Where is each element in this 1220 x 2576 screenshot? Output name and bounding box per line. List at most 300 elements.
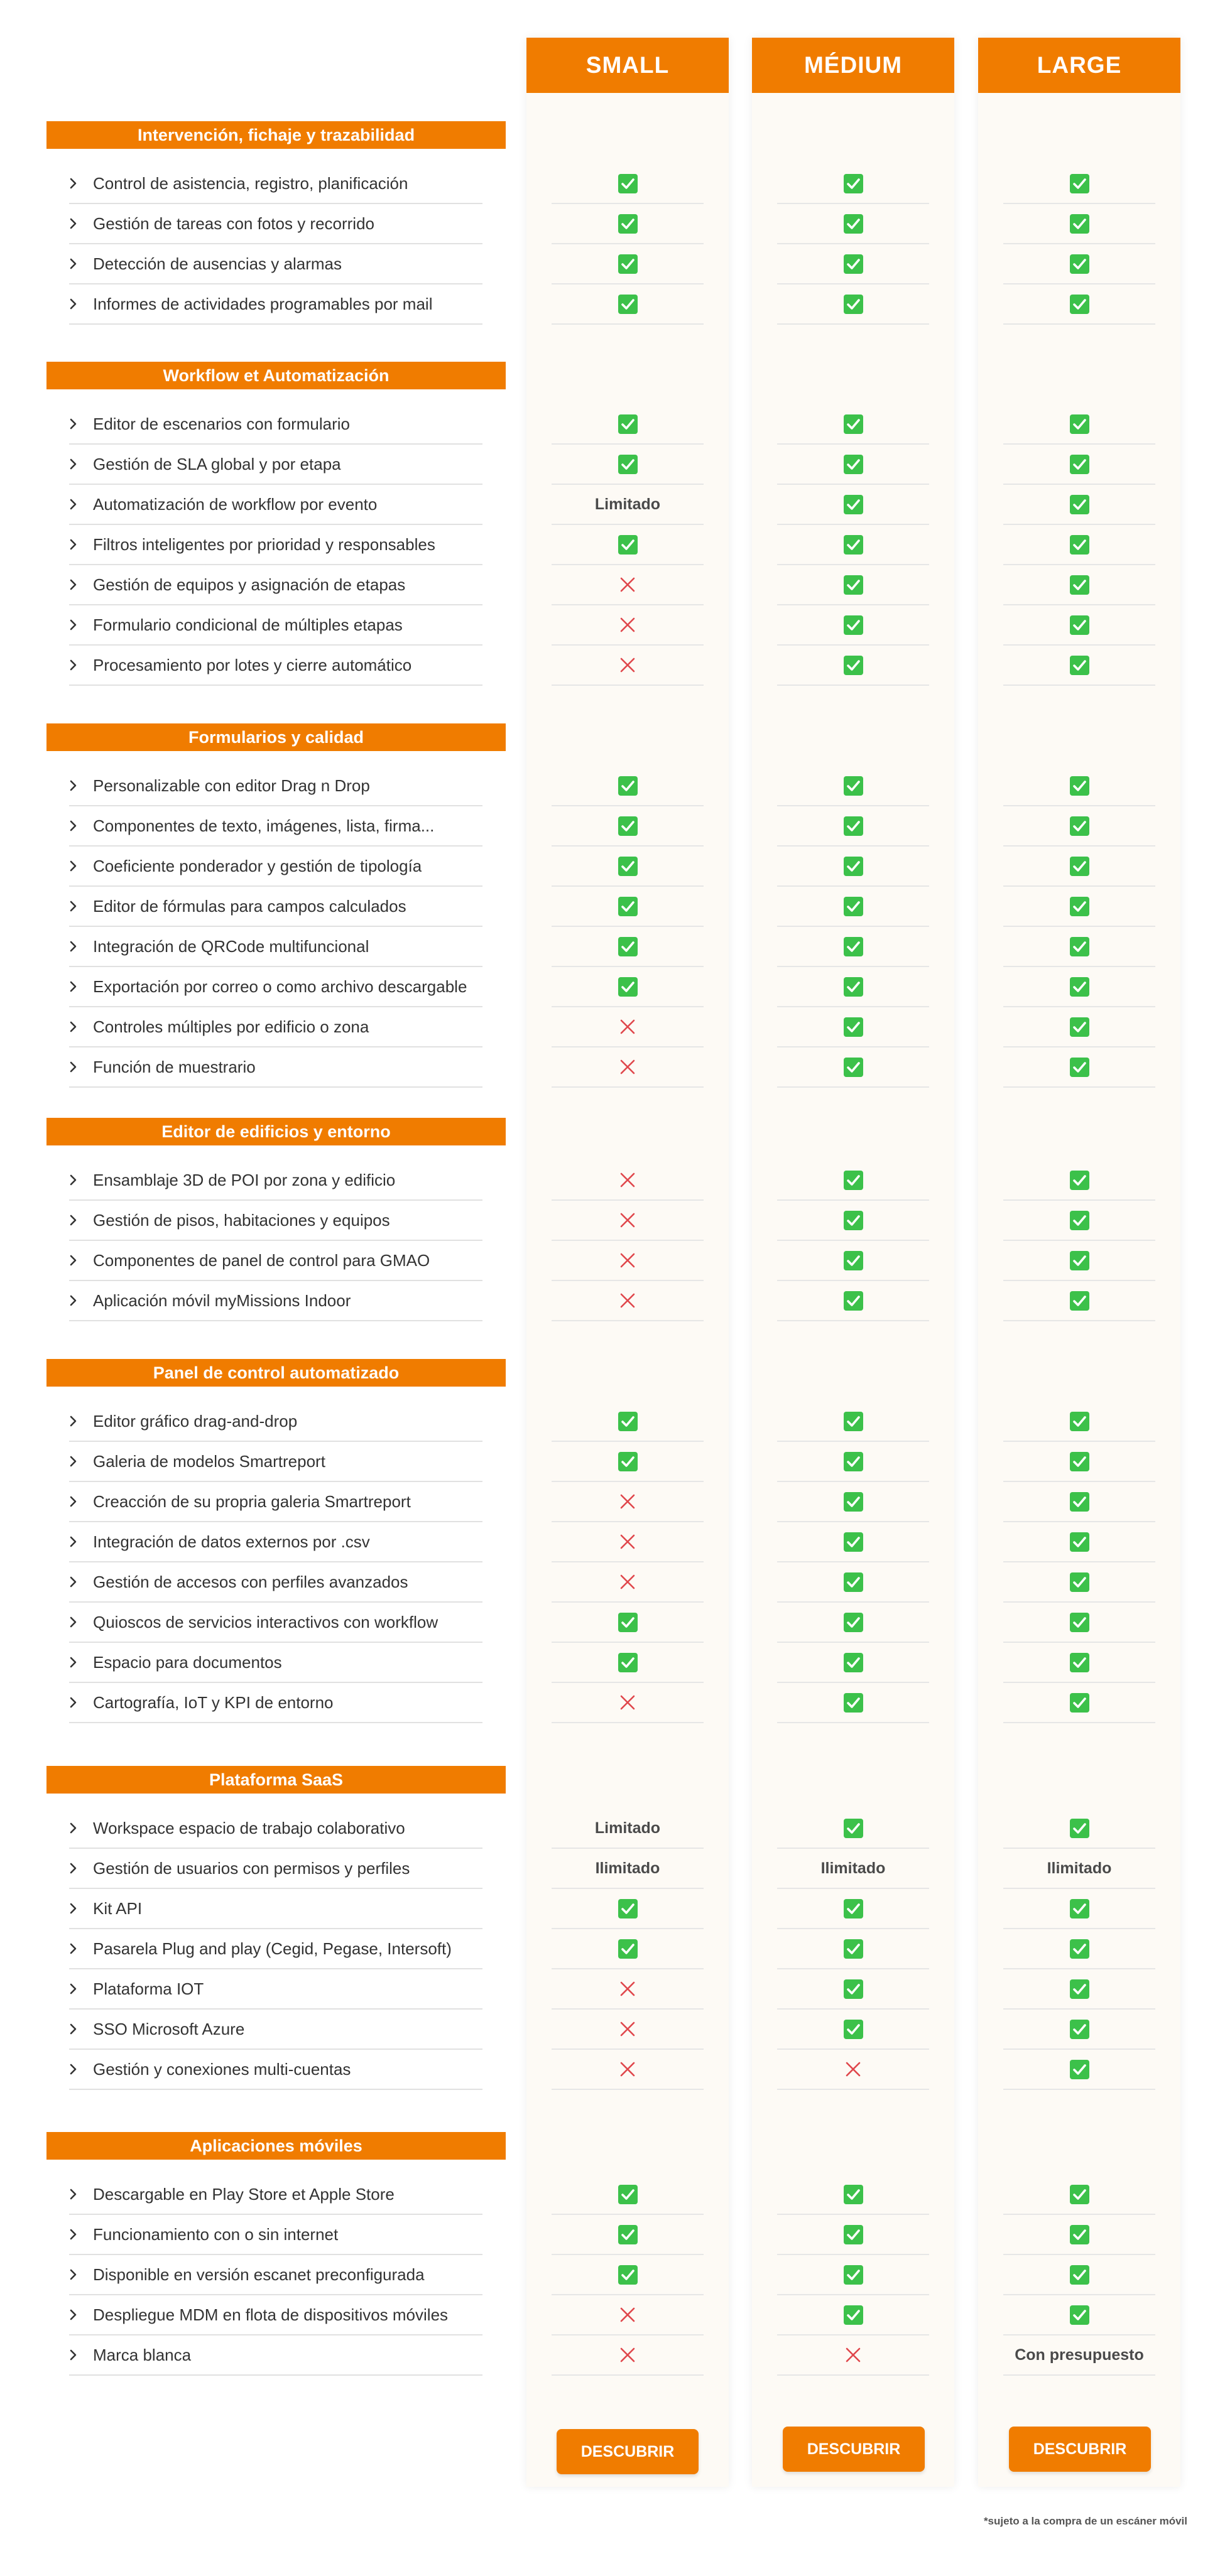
section-title-panel-de-control-automatizado: Panel de control automatizado	[46, 1359, 506, 1387]
chevron-right-icon	[69, 1902, 93, 1915]
feature-label: Galeria de modelos Smartreport	[93, 1451, 325, 1471]
feature-row[interactable]	[69, 1281, 482, 1321]
descubrir-button-small[interactable]: DESCUBRIR	[557, 2429, 699, 2474]
feature-label: Función de muestrario	[93, 1057, 256, 1076]
check-icon	[844, 1819, 863, 1838]
plan-cell-medium	[777, 847, 929, 887]
cross-icon	[619, 2061, 636, 2077]
chevron-right-icon	[69, 1294, 93, 1307]
check-icon	[844, 1572, 863, 1592]
check-icon	[844, 254, 863, 274]
feature-row[interactable]	[69, 565, 482, 605]
feature-row[interactable]	[69, 1201, 482, 1241]
feature-row[interactable]	[69, 806, 482, 847]
plan-cell-small	[552, 284, 704, 325]
plan-cell-large	[1003, 485, 1155, 525]
check-icon	[844, 1693, 863, 1713]
feature-label: Funcionamiento con o sin internet	[93, 2224, 339, 2244]
plan-cell-medium	[777, 1482, 929, 1522]
plan-cell-value: Con presupuesto	[1015, 2346, 1144, 2364]
feature-row[interactable]	[69, 2010, 482, 2050]
plan-cell-large	[1003, 806, 1155, 847]
feature-row[interactable]	[69, 605, 482, 646]
plan-cell-value: Ilimitado	[820, 1859, 886, 1877]
plan-cell-medium	[777, 2255, 929, 2295]
feature-row[interactable]	[69, 766, 482, 806]
check-icon	[1070, 455, 1089, 474]
plan-cell-small	[552, 646, 704, 686]
chevron-right-icon	[69, 1862, 93, 1875]
plan-cell-large	[1003, 1889, 1155, 1929]
plan-cell-medium	[777, 164, 929, 204]
check-icon	[618, 174, 638, 193]
plan-header-medium: MÉDIUM	[752, 38, 954, 93]
plan-cell-medium	[777, 1562, 929, 1603]
check-icon	[1070, 2185, 1089, 2204]
feature-row[interactable]	[69, 1929, 482, 1969]
check-icon	[1070, 1251, 1089, 1270]
check-icon	[618, 295, 638, 314]
chevron-right-icon	[69, 1455, 93, 1468]
plan-cell-large	[1003, 605, 1155, 646]
plan-cell-small	[552, 404, 704, 445]
plan-cell-small	[552, 2050, 704, 2090]
chevron-right-icon	[69, 2268, 93, 2281]
check-icon	[844, 414, 863, 434]
feature-row[interactable]	[69, 1007, 482, 1047]
check-icon	[844, 1939, 863, 1959]
descubrir-button-large[interactable]: DESCUBRIR	[1009, 2427, 1151, 2472]
check-icon	[1070, 174, 1089, 193]
check-icon	[844, 2225, 863, 2244]
plan-cell-large	[1003, 1929, 1155, 1969]
check-icon	[844, 1058, 863, 1077]
plan-cell-medium	[777, 445, 929, 485]
plan-cell-small	[552, 1281, 704, 1321]
plan-cell-large	[1003, 1442, 1155, 1482]
section-title-formularios-y-calidad: Formularios y calidad	[46, 723, 506, 751]
check-icon	[844, 1452, 863, 1471]
feature-label: Integración de datos externos por .csv	[93, 1532, 370, 1551]
plan-cell-small	[552, 1482, 704, 1522]
cross-icon	[619, 1981, 636, 1997]
feature-row[interactable]	[69, 646, 482, 686]
feature-row[interactable]	[69, 2215, 482, 2255]
check-icon	[618, 455, 638, 474]
chevron-right-icon	[69, 177, 93, 190]
chevron-right-icon	[69, 1656, 93, 1669]
cross-icon	[619, 657, 636, 673]
plan-cell-small	[552, 766, 704, 806]
feature-row[interactable]	[69, 2050, 482, 2090]
check-icon	[844, 776, 863, 796]
feature-row[interactable]	[69, 1969, 482, 2010]
plan-cell-medium	[777, 1643, 929, 1683]
feature-row[interactable]	[69, 1241, 482, 1281]
feature-label: Editor de fórmulas para campos calculados	[93, 896, 406, 916]
plan-cell-small	[552, 1889, 704, 1929]
check-icon	[844, 615, 863, 635]
plan-cell-large	[1003, 1047, 1155, 1088]
feature-row[interactable]	[69, 1562, 482, 1603]
check-icon	[618, 776, 638, 796]
plan-cell-small	[552, 2255, 704, 2295]
plan-cell-value: Limitado	[594, 1819, 661, 1837]
feature-label: Automatización de workflow por evento	[93, 494, 378, 514]
plan-cell-small	[552, 565, 704, 605]
plan-cell-small	[552, 887, 704, 927]
feature-row[interactable]	[69, 1889, 482, 1929]
section-title-intervencion-fichaje-y-trazabilidad: Intervención, fichaje y trazabilidad	[46, 121, 506, 149]
check-icon	[1070, 897, 1089, 916]
feature-label: Integración de QRCode multifuncional	[93, 936, 369, 956]
cross-icon	[619, 1019, 636, 1035]
check-icon	[1070, 1058, 1089, 1077]
check-icon	[618, 816, 638, 836]
chevron-right-icon	[69, 2023, 93, 2035]
check-icon	[844, 857, 863, 876]
feature-row[interactable]	[69, 244, 482, 284]
section-title-workflow-et-automatizacion: Workflow et Automatización	[46, 362, 506, 389]
check-icon	[844, 656, 863, 675]
cross-icon	[619, 2307, 636, 2323]
feature-label: Informes de actividades programables por mail	[93, 294, 433, 313]
plan-cell-medium	[777, 1161, 929, 1201]
check-icon	[844, 174, 863, 193]
check-icon	[844, 1613, 863, 1632]
plan-cell-small	[552, 1929, 704, 1969]
check-icon	[844, 495, 863, 514]
chevron-right-icon	[69, 498, 93, 511]
cross-icon	[619, 2347, 636, 2363]
feature-label: Marca blanca	[93, 2345, 192, 2364]
check-icon	[844, 1171, 863, 1190]
check-icon	[1070, 1291, 1089, 1311]
chevron-right-icon	[69, 538, 93, 551]
chevron-right-icon	[69, 860, 93, 872]
chevron-right-icon	[69, 1415, 93, 1427]
feature-row[interactable]	[69, 164, 482, 204]
plan-cell-large	[1003, 1281, 1155, 1321]
plan-cell-medium	[777, 1201, 929, 1241]
plan-cell-medium	[777, 806, 929, 847]
feature-label: Aplicación móvil myMissions Indoor	[93, 1291, 351, 1310]
feature-label: Kit API	[93, 1898, 143, 1918]
feature-row[interactable]	[69, 2295, 482, 2335]
plan-cell-medium	[777, 927, 929, 967]
descubrir-button-medium[interactable]: DESCUBRIR	[783, 2427, 925, 2472]
chevron-right-icon	[69, 1535, 93, 1548]
feature-label: Exportación por correo o como archivo descargable	[93, 977, 467, 996]
chevron-right-icon	[69, 1214, 93, 1226]
chevron-right-icon	[69, 1061, 93, 1073]
chevron-right-icon	[69, 1254, 93, 1267]
plan-cell-medium	[777, 2215, 929, 2255]
chevron-right-icon	[69, 1495, 93, 1508]
plan-cell-large	[1003, 2175, 1155, 2215]
check-icon	[1070, 414, 1089, 434]
feature-row[interactable]	[69, 2175, 482, 2215]
plan-cell-medium	[777, 284, 929, 325]
plan-cell-large	[1003, 164, 1155, 204]
check-icon	[1070, 2265, 1089, 2285]
feature-label: Gestión de SLA global y por etapa	[93, 454, 341, 474]
plan-cell-small	[552, 927, 704, 967]
plan-cell-large	[1003, 565, 1155, 605]
check-icon	[1070, 1979, 1089, 1999]
plan-cell-small	[552, 1969, 704, 2010]
plan-cell-small	[552, 2175, 704, 2215]
check-icon	[618, 1653, 638, 1672]
feature-row[interactable]	[69, 1849, 482, 1889]
cross-icon	[619, 1534, 636, 1550]
plan-cell-small	[552, 1643, 704, 1683]
cross-icon	[619, 1059, 636, 1075]
feature-label: Filtros inteligentes por prioridad y responsables	[93, 534, 435, 554]
feature-row[interactable]	[69, 404, 482, 445]
check-icon	[618, 254, 638, 274]
check-icon	[1070, 937, 1089, 956]
chevron-right-icon	[69, 1942, 93, 1955]
feature-row[interactable]	[69, 1402, 482, 1442]
plan-cell-large	[1003, 1241, 1155, 1281]
feature-label: Pasarela Plug and play (Cegid, Pegase, Intersoft)	[93, 1939, 452, 1958]
chevron-right-icon	[69, 1696, 93, 1709]
feature-row[interactable]	[69, 525, 482, 565]
cross-icon	[845, 2347, 861, 2363]
check-icon	[844, 2305, 863, 2325]
feature-label: Componentes de panel de control para GMAO	[93, 1250, 430, 1270]
check-icon	[618, 2185, 638, 2204]
plan-cell-large	[1003, 1562, 1155, 1603]
section-title-aplicaciones-moviles: Aplicaciones móviles	[46, 2132, 506, 2160]
plan-cell-large	[1003, 1603, 1155, 1643]
plan-cell-small	[552, 847, 704, 887]
plan-cell-medium	[777, 2175, 929, 2215]
feature-label: Descargable en Play Store et Apple Store	[93, 2184, 395, 2204]
check-icon	[1070, 615, 1089, 635]
plan-cell-large	[1003, 2335, 1155, 2376]
check-icon	[844, 1211, 863, 1230]
plan-cell-medium	[777, 1007, 929, 1047]
feature-label: Gestión y conexiones multi-cuentas	[93, 2059, 351, 2079]
feature-label: Gestión de pisos, habitaciones y equipos	[93, 1210, 390, 1230]
feature-label: Editor de escenarios con formulario	[93, 414, 350, 433]
check-icon	[1070, 776, 1089, 796]
chevron-right-icon	[69, 2228, 93, 2241]
feature-label: Gestión de accesos con perfiles avanzados	[93, 1572, 408, 1591]
chevron-right-icon	[69, 1983, 93, 1995]
plan-cell-large	[1003, 1161, 1155, 1201]
cross-icon	[619, 1292, 636, 1309]
chevron-right-icon	[69, 458, 93, 470]
check-icon	[618, 214, 638, 234]
plan-cell-small	[552, 244, 704, 284]
feature-label: Detección de ausencias y alarmas	[93, 254, 342, 273]
feature-row[interactable]	[69, 2255, 482, 2295]
plan-cell-large	[1003, 1482, 1155, 1522]
feature-row[interactable]	[69, 1482, 482, 1522]
check-icon	[1070, 1693, 1089, 1713]
plan-cell-small	[552, 2010, 704, 2050]
plan-cell-small	[552, 445, 704, 485]
plan-cell-large	[1003, 445, 1155, 485]
chevron-right-icon	[69, 1616, 93, 1628]
check-icon	[1070, 1211, 1089, 1230]
check-icon	[844, 1653, 863, 1672]
check-icon	[844, 816, 863, 836]
plan-cell-small	[552, 1402, 704, 1442]
plan-cell-large	[1003, 1809, 1155, 1849]
feature-label: SSO Microsoft Azure	[93, 2019, 245, 2038]
plan-cell-medium	[777, 2050, 929, 2090]
plan-cell-small	[552, 1241, 704, 1281]
check-icon	[844, 937, 863, 956]
plan-cell-large	[1003, 927, 1155, 967]
check-icon	[844, 295, 863, 314]
check-icon	[1070, 816, 1089, 836]
cross-icon	[619, 1694, 636, 1711]
check-icon	[844, 897, 863, 916]
feature-row[interactable]	[69, 847, 482, 887]
plan-cell-small	[552, 1603, 704, 1643]
check-icon	[618, 414, 638, 434]
feature-row[interactable]	[69, 1603, 482, 1643]
check-icon	[1070, 1653, 1089, 1672]
chevron-right-icon	[69, 1822, 93, 1834]
plan-cell-large	[1003, 2255, 1155, 2295]
plan-cell-medium	[777, 525, 929, 565]
plan-cell-large	[1003, 887, 1155, 927]
plan-cell-medium	[777, 1442, 929, 1482]
plan-cell-small	[552, 1683, 704, 1723]
feature-row[interactable]	[69, 927, 482, 967]
plan-cell-small	[552, 525, 704, 565]
plan-cell-large	[1003, 404, 1155, 445]
feature-row[interactable]	[69, 1442, 482, 1482]
feature-row[interactable]	[69, 1522, 482, 1562]
feature-label: Componentes de texto, imágenes, lista, firma...	[93, 816, 435, 835]
chevron-right-icon	[69, 619, 93, 631]
feature-label: Gestión de tareas con fotos y recorrido	[93, 214, 375, 233]
plan-cell-large	[1003, 1849, 1155, 1889]
cross-icon	[619, 1493, 636, 1510]
plan-cell-value: Ilimitado	[1047, 1859, 1112, 1877]
plan-cell-large	[1003, 1007, 1155, 1047]
cross-icon	[619, 1252, 636, 1269]
plan-cell-large	[1003, 2010, 1155, 2050]
check-icon	[844, 2020, 863, 2039]
check-icon	[1070, 254, 1089, 274]
plan-cell-large	[1003, 244, 1155, 284]
feature-row[interactable]	[69, 1161, 482, 1201]
feature-row[interactable]	[69, 967, 482, 1007]
cross-icon	[619, 576, 636, 593]
plan-cell-large	[1003, 2215, 1155, 2255]
plan-header-small: SMALL	[526, 38, 729, 93]
plan-cell-large	[1003, 766, 1155, 806]
check-icon	[618, 1613, 638, 1632]
plan-cell-large	[1003, 2295, 1155, 2335]
check-icon	[1070, 214, 1089, 234]
check-icon	[1070, 1017, 1089, 1037]
feature-row[interactable]	[69, 1809, 482, 1849]
plan-cell-medium	[777, 1047, 929, 1088]
feature-row[interactable]	[69, 445, 482, 485]
feature-row[interactable]	[69, 204, 482, 244]
check-icon	[618, 1939, 638, 1959]
cross-icon	[619, 1172, 636, 1188]
section-title-editor-de-edificios-y-entorno: Editor de edificios y entorno	[46, 1118, 506, 1145]
plan-cell-small	[552, 485, 704, 525]
check-icon	[1070, 495, 1089, 514]
feature-label: Formulario condicional de múltiples etapas	[93, 615, 403, 634]
cross-icon	[619, 617, 636, 633]
check-icon	[618, 897, 638, 916]
plan-cell-medium	[777, 887, 929, 927]
feature-label: Gestión de usuarios con permisos y perfiles	[93, 1858, 410, 1878]
check-icon	[1070, 857, 1089, 876]
feature-label: Gestión de equipos y asignación de etapas	[93, 575, 406, 594]
feature-label: Cartografía, IoT y KPI de entorno	[93, 1692, 334, 1712]
feature-label: Despliegue MDM en flota de dispositivos móviles	[93, 2305, 449, 2324]
feature-label: Plataforma IOT	[93, 1979, 204, 1998]
check-icon	[844, 535, 863, 555]
feature-row[interactable]	[69, 887, 482, 927]
feature-row[interactable]	[69, 485, 482, 525]
check-icon	[844, 1492, 863, 1512]
plan-cell-large	[1003, 1201, 1155, 1241]
chevron-right-icon	[69, 257, 93, 270]
chevron-right-icon	[69, 298, 93, 310]
check-icon	[844, 1899, 863, 1918]
plan-cell-medium	[777, 967, 929, 1007]
chevron-right-icon	[69, 940, 93, 953]
feature-row[interactable]	[69, 2335, 482, 2376]
feature-label: Quioscos de servicios interactivos con workflow	[93, 1612, 438, 1632]
plan-cell-small	[552, 967, 704, 1007]
check-icon	[618, 2225, 638, 2244]
plan-cell-medium	[777, 646, 929, 686]
check-icon	[844, 2185, 863, 2204]
check-icon	[844, 2265, 863, 2285]
feature-row[interactable]	[69, 284, 482, 325]
plan-header-large: LARGE	[978, 38, 1180, 93]
plan-cell-medium	[777, 1683, 929, 1723]
plan-cell-small	[552, 204, 704, 244]
chevron-right-icon	[69, 578, 93, 591]
plan-cell-small	[552, 605, 704, 646]
check-icon	[1070, 656, 1089, 675]
check-icon	[618, 1899, 638, 1918]
feature-row[interactable]	[69, 1047, 482, 1088]
check-icon	[1070, 1819, 1089, 1838]
check-icon	[1070, 1452, 1089, 1471]
chevron-right-icon	[69, 2063, 93, 2075]
feature-label: Controles múltiples por edificio o zona	[93, 1017, 369, 1036]
chevron-right-icon	[69, 2308, 93, 2321]
check-icon	[618, 857, 638, 876]
feature-row[interactable]	[69, 1683, 482, 1723]
plan-cell-medium	[777, 1603, 929, 1643]
check-icon	[1070, 575, 1089, 595]
plan-cell-medium	[777, 1281, 929, 1321]
check-icon	[844, 214, 863, 234]
plan-cell-large	[1003, 1643, 1155, 1683]
feature-row[interactable]	[69, 1643, 482, 1683]
plan-cell-large	[1003, 525, 1155, 565]
feature-label: Workspace espacio de trabajo colaborativo	[93, 1818, 405, 1837]
